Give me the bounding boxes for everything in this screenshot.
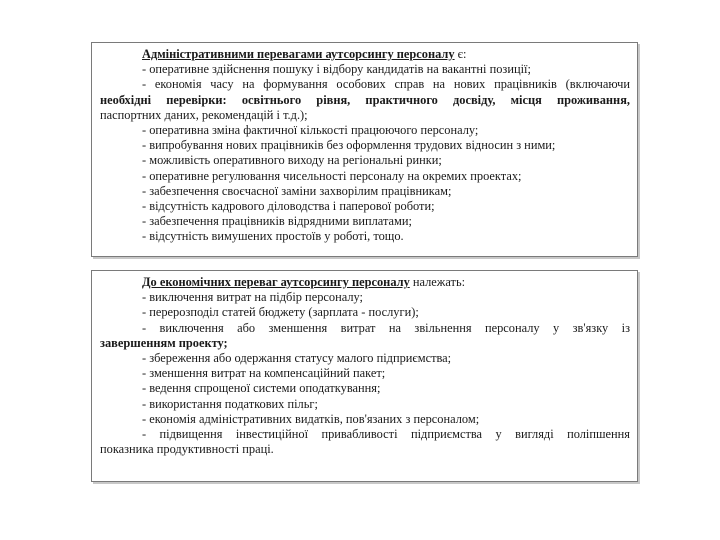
heading-suffix: є: (454, 47, 467, 61)
economic-advantages-block (91, 270, 638, 482)
heading-suffix: належать: (409, 275, 466, 289)
administrative-advantages-block (91, 42, 638, 257)
list-item-continuation: паспортних даних, рекомендацій і т.д.); (100, 107, 308, 122)
list-item: - виключення або зменшення витрат на звільнення персоналу у зв'язку із (142, 320, 630, 335)
list-item: - підвищення інвестиційної привабливості підприємства у вигляді поліпшення (142, 427, 630, 442)
list-item: - зменшення витрат на компенсаційний пакет; (142, 366, 386, 381)
list-item-continuation: завершенням проекту; (100, 335, 228, 350)
list-item: - збереження або одержання статусу малого підприємства; (142, 351, 452, 366)
list-item: - відсутність кадрового діловодства і паперової роботи; (142, 199, 435, 214)
list-item: - економія адміністративних видатків, пов'язаних з персоналом; (142, 411, 480, 426)
heading-text: Адміністративними перевагами аутсорсингу персоналу (142, 47, 455, 61)
heading-text: До економічних переваг аутсорсингу персоналу (142, 275, 410, 289)
list-item: - оперативна зміна фактичної кількості працюючого персоналу; (142, 123, 479, 138)
list-item: - оперативне регулювання чисельності персоналу на окремих проектах; (142, 168, 522, 183)
list-item: - ведення спрощеної системи оподаткування; (142, 381, 381, 396)
list-item: - використання податкових пільг; (142, 396, 318, 411)
block-heading (100, 275, 630, 290)
list-item-continuation: показника продуктивності праці. (100, 442, 274, 457)
list-item: - виключення витрат на підбір персоналу; (142, 290, 363, 305)
list-item: - забезпечення своєчасної заміни захворілим працівникам; (142, 183, 452, 198)
list-item: - економія часу на формування особових справ на нових працівників (включаючи (142, 77, 630, 92)
list-item: - перерозподіл статей бюджету (зарплата - послуги); (142, 305, 419, 320)
list-item: - забезпечення працівників відрядними виплатами; (142, 214, 412, 229)
list-item: - випробування нових працівників без оформлення трудових відносин з ними; (142, 138, 556, 153)
list-item: - відсутність вимушених простоїв у роботі, тощо. (142, 229, 404, 244)
list-item: - оперативне здійснення пошуку і відбору кандидатів на вакантні позиції; (142, 62, 531, 77)
list-item: - можливість оперативного виходу на регіональні ринки; (142, 153, 442, 168)
block-heading (100, 47, 630, 62)
list-item-continuation: необхідні перевірки: освітнього рівня, практичного досвіду, місця проживання, (100, 92, 630, 107)
